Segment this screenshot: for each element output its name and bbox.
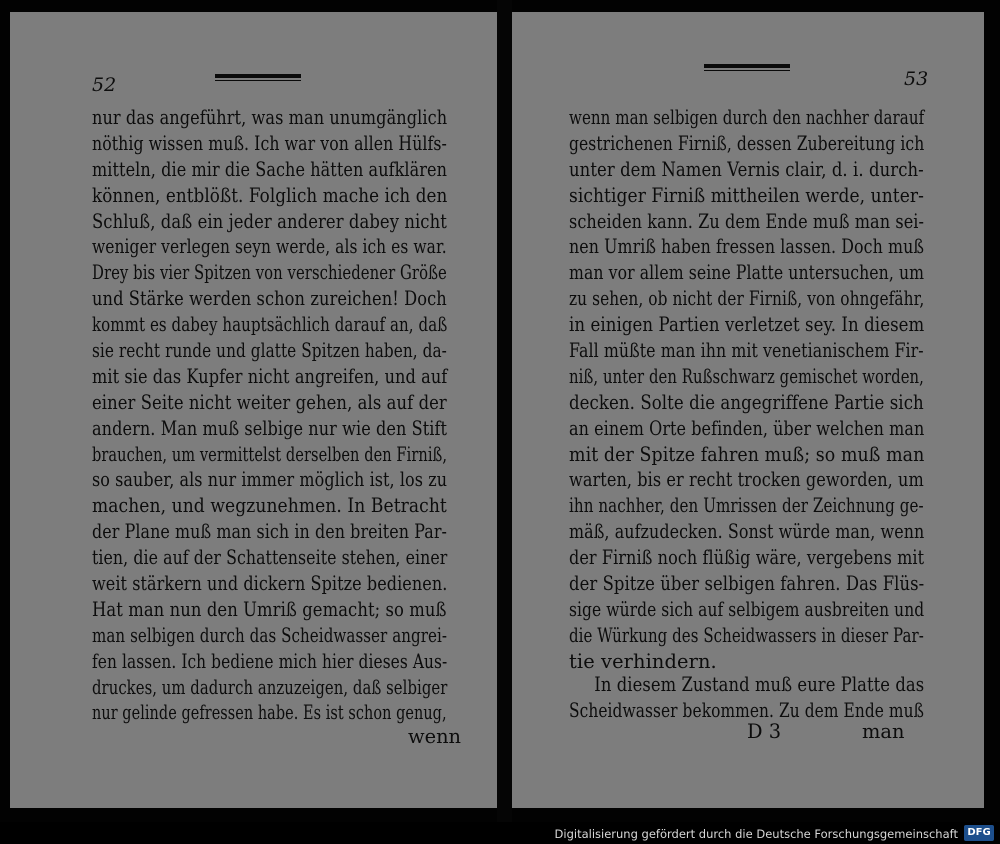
text-line: in einigen Partien verletzet sey. In diesem [569, 313, 925, 337]
text-line: können, entblößt. Folglich mache ich den [92, 183, 448, 207]
text-line: brauchen, um vermittelst derselben den Firniß, [92, 442, 448, 466]
text-line: man vor allem seine Platte untersuchen, um [569, 261, 925, 285]
text-line: mit der Spitze fahren muß; so muß man [569, 442, 925, 466]
text-line: nöthig wissen muß. Ich war von allen Hülfs- [92, 131, 447, 155]
text-line: tien, die auf der Schattenseite stehen, einer [92, 546, 448, 570]
text-line: nen Umriß haben fressen lassen. Doch muß [569, 235, 924, 259]
text-line: decken. Solte die angegriffene Partie sich [569, 390, 924, 414]
text-line: der Spitze über selbigen fahren. Das Flüs- [569, 572, 925, 596]
text-line: der Plane muß man sich in den breiten Par- [92, 520, 447, 544]
left-page [10, 12, 497, 808]
right-page-paragraph-2 [569, 672, 1000, 724]
right-page-text [569, 105, 1000, 675]
catchword-left: wenn [408, 725, 462, 748]
text-line: mäß, aufzudecken. Sonst würde man, wenn [569, 520, 925, 544]
text-line: sichtiger Firniß mittheilen werde, unter- [569, 183, 924, 207]
text-line: und Stärke werden schon zureichen! Doch [92, 287, 447, 311]
text-line: gestrichenen Firniß, dessen Zubereitung ich [569, 131, 925, 155]
text-line: weit stärkern und dickern Spitze bedienen. [92, 572, 448, 596]
text-line: andern. Man muß selbige nur wie den Stift [92, 416, 448, 440]
text-line: Schluß, daß ein jeder anderer dabey nicht [92, 209, 447, 233]
text-line: nur das angeführt, was man unumgänglich [92, 106, 448, 129]
text-line: mit sie das Kupfer nicht angreifen, und auf [92, 364, 448, 388]
text-line: Hat man nun den Umriß gemacht; so muß [92, 597, 447, 621]
right-page [512, 12, 984, 808]
text-line: tie verhindern. [569, 649, 717, 673]
header-rule-right [704, 64, 790, 68]
text-line: man selbigen durch das Scheidwasser angrei- [92, 623, 448, 647]
text-line: warten, bis er recht trocken geworden, um [569, 468, 924, 492]
text-line: ihn nachher, den Umrissen der Zeichnung ge- [569, 494, 924, 518]
catchword-right: man [862, 720, 905, 743]
text-line: druckes, um dadurch anzuzeigen, daß selbiger [92, 675, 448, 699]
header-rule-left [215, 74, 301, 78]
text-line: einer Seite nicht weiter gehen, als auf der [92, 390, 447, 414]
page-number-right: 53 [904, 68, 929, 90]
text-line: In diesem Zustand muß eure Platte das [594, 673, 925, 696]
page-number-left: 52 [92, 74, 117, 96]
text-line: Drey bis vier Spitzen von verschiedener Größe [92, 261, 447, 285]
text-line: wenn man selbigen durch den nachher darauf [569, 106, 925, 129]
text-line: zu sehen, ob nicht der Firniß, von ohngefähr, [569, 287, 925, 311]
digitization-credit: Digitalisierung gefördert durch die Deutsche Forschungsgemeinschaft [554, 827, 958, 841]
text-line: sige würde sich auf selbigem ausbreiten und [569, 597, 925, 621]
text-line: kommt es dabey hauptsächlich darauf an, daß [92, 313, 448, 337]
text-line: scheiden kann. Zu dem Ende muß man sei- [569, 209, 925, 233]
text-line: niß, unter den Rußschwarz gemischet worden, [569, 364, 924, 388]
text-line: sie recht runde und glatte Spitzen haben, da- [92, 339, 447, 363]
text-line: Scheidwasser bekommen. Zu dem Ende muß [569, 698, 924, 722]
text-line: Fall müßte man ihn mit venetianischem Fir- [569, 339, 924, 363]
text-line: nur gelinde gefressen habe. Es ist schon genug, [92, 701, 447, 725]
text-line: die Würkung des Scheidwassers in dieser Par- [569, 623, 924, 647]
text-line: unter dem Namen Vernis clair, d. i. durch- [569, 157, 924, 181]
book-gutter [497, 0, 512, 822]
text-line: der Firniß noch flüßig wäre, vergebens mit [569, 546, 925, 570]
text-line: fen lassen. Ich bediene mich hier dieses Aus- [92, 649, 448, 673]
text-line: weniger verlegen seyn werde, als ich es war. [92, 235, 447, 259]
signature-mark: D 3 [747, 720, 782, 743]
text-line: so sauber, als nur immer möglich ist, los zu [92, 468, 448, 492]
dfg-logo: DFG [964, 825, 994, 841]
text-line: an einem Orte befinden, über welchen man [569, 416, 925, 440]
text-line: mitteln, die mir die Sache hätten aufklären [92, 157, 448, 181]
text-line: machen, und wegzunehmen. In Betracht [92, 494, 447, 518]
